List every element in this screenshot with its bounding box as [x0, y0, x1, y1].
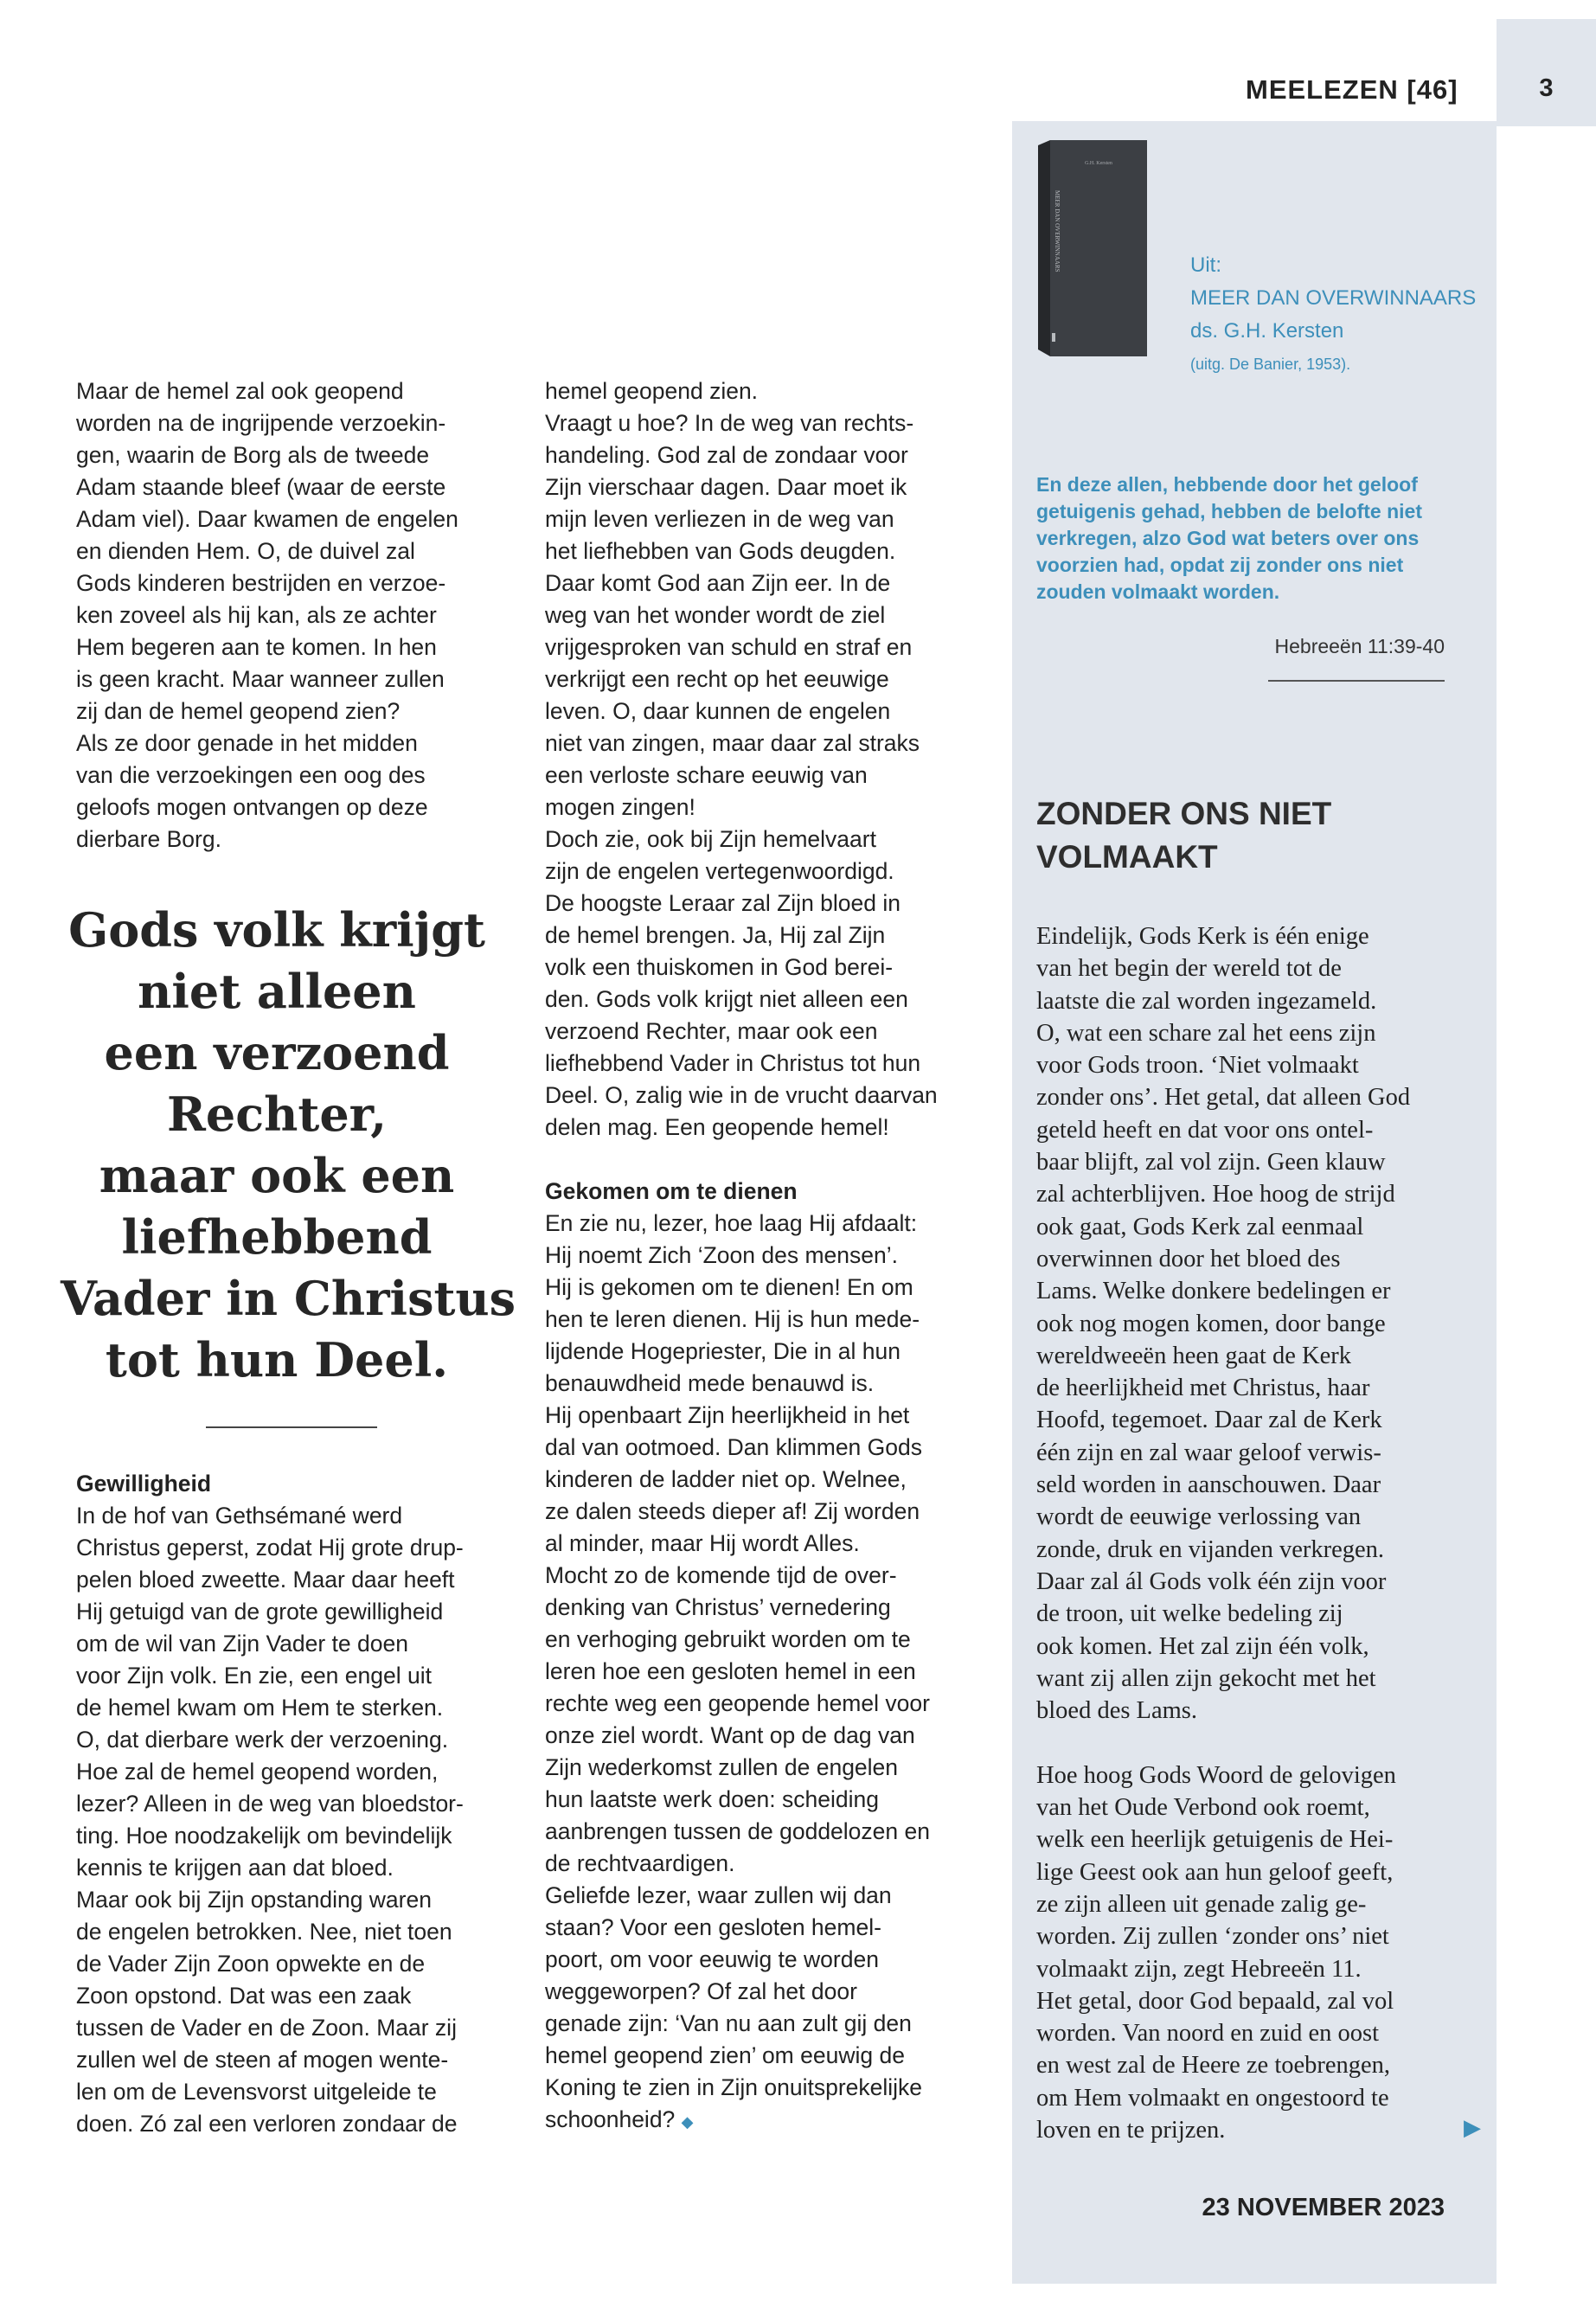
text-line: Hij is gekomen om te dienen! En om: [545, 1274, 913, 1300]
text-line: van het begin der wereld tot de: [1036, 955, 1342, 983]
source-block: [1190, 249, 1484, 379]
text-line: Daar komt God aan Zijn eer. In de: [545, 570, 891, 596]
text-line: voor Zijn volk. En zie, een engel uit: [76, 1663, 432, 1689]
column1-text-bottom: [76, 1468, 509, 2140]
text-line: leren hoe een gesloten hemel in een: [545, 1658, 916, 1684]
text-line: worden na de ingrijpende verzoekin-: [76, 410, 446, 436]
text-line: Koning te zien in Zijn onuitsprekelijke: [545, 2074, 923, 2100]
text-line: de rechtvaardigen.: [545, 1850, 735, 1876]
text-line: benauwdheid mede benauwd is.: [545, 1370, 875, 1396]
column2-last-line: [545, 2104, 986, 2138]
source-publisher: (uitg. De Banier, 1953).: [1190, 356, 1351, 373]
text-line: Eindelijk, Gods Kerk is één enige: [1036, 923, 1369, 950]
text-line: leven. O, daar kunnen de engelen: [545, 698, 891, 724]
text-line: van die verzoekingen een oog des: [76, 762, 426, 788]
sidebar-body: [1036, 920, 1469, 2146]
text-line: de troon, uit welke bedeling zij: [1036, 1600, 1343, 1628]
source-label: Uit:: [1190, 253, 1221, 277]
text-line: Christus geperst, zodat Hij grote drup-: [76, 1535, 464, 1561]
text-line: het liefhebben van Gods deugden.: [545, 538, 896, 564]
page-number-tab: [1497, 19, 1596, 126]
text-line: geloofs mogen ontvangen op deze: [76, 794, 428, 820]
text-line: doen. Zó zal een verloren zondaar de: [76, 2111, 458, 2137]
text-line: O, dat dierbare werk der verzoening.: [76, 1727, 449, 1753]
text-line: een verloste schare eeuwig van: [545, 762, 868, 788]
pull-quote-line: tot hun Deel.: [105, 1332, 449, 1388]
book-author-label: G.H. Kersten: [1085, 161, 1112, 166]
text-line: niet van zingen, maar daar zal straks: [545, 730, 920, 756]
text-line: delen mag. Een geopende hemel!: [545, 1114, 889, 1140]
text-line: hun laatste werk doen: scheiding: [545, 1786, 879, 1812]
text-line: Adam viel). Daar kwamen de engelen: [76, 506, 458, 532]
quote-line: voorzien had, opdat zij zonder ons niet: [1036, 554, 1404, 576]
continue-arrow-icon: ▶: [1464, 2114, 1481, 2140]
text-line: Hoe zal de hemel geopend worden,: [76, 1759, 439, 1785]
text-line: zonde, druk en vijanden verkregen.: [1036, 1535, 1385, 1563]
pull-quote-line: Rechter,: [167, 1086, 387, 1142]
text-line: liefhebbend Vader in Christus tot hun: [545, 1050, 921, 1076]
last-line-text: schoonheid?: [545, 2106, 676, 2132]
text-line: Hij openbaart Zijn heerlijkheid in het: [545, 1402, 910, 1428]
text-line: Hoe hoog Gods Woord de gelovigen: [1036, 1761, 1396, 1789]
text-line: hemel geopend zien.: [545, 378, 759, 404]
quote-line: verkregen, alzo God wat beters over ons: [1036, 527, 1420, 549]
quote-divider: [1268, 680, 1445, 682]
text-line: kinderen de ladder niet op. Welnee,: [545, 1466, 907, 1492]
pull-quote-line: maar ook een: [99, 1148, 455, 1203]
text-line: al minder, maar Hij wordt Alles.: [545, 1530, 860, 1556]
text-line: Maar ook bij Zijn opstanding waren: [76, 1887, 432, 1913]
text-line: Adam staande bleef (waar de eerste: [76, 474, 446, 500]
text-line: gen, waarin de Borg als de tweede: [76, 442, 430, 468]
text-line: laatste die zal worden ingezameld.: [1036, 987, 1377, 1015]
subheading-gewilligheid: Gewilligheid: [76, 1471, 212, 1497]
text-line: Gods kinderen bestrijden en verzoe-: [76, 570, 446, 596]
text-line: de hemel kwam om Hem te sterken.: [76, 1695, 444, 1721]
text-line: ze dalen steeds dieper af! Zij worden: [545, 1498, 920, 1524]
text-line: Zijn vierschaar dagen. Daar moet ik: [545, 474, 907, 500]
text-line: verzoend Rechter, maar ook een: [545, 1018, 878, 1044]
column1-text-top: [76, 375, 500, 856]
quote-line: getuigenis gehad, hebben de belofte niet: [1036, 500, 1422, 522]
text-line: Zoon opstond. Dat was een zaak: [76, 1983, 412, 2009]
text-line: lige Geest ook aan hun geloof geeft,: [1036, 1858, 1394, 1886]
text-line: ting. Hoe noodzakelijk om bevindelijk: [76, 1823, 452, 1849]
text-line: voor Gods troon. ‘Niet volmaakt: [1036, 1052, 1359, 1080]
text-line: Deel. O, zalig wie in de vrucht daarvan: [545, 1082, 938, 1108]
text-line: om de wil van Zijn Vader te doen: [76, 1631, 408, 1657]
text-line: loven en te prijzen.: [1036, 2116, 1226, 2144]
column2-lines-a: [545, 375, 986, 1144]
column2-text: [545, 375, 986, 2138]
text-line: zij dan de hemel geopend zien?: [76, 698, 401, 724]
quote-line: zouden volmaakt worden.: [1036, 580, 1280, 603]
text-line: dierbare Borg.: [76, 826, 221, 852]
text-line: geteld heeft en dat voor ons ontel-: [1036, 1116, 1374, 1144]
source-author: ds. G.H. Kersten: [1190, 319, 1344, 343]
text-line: O, wat een schare zal het eens zijn: [1036, 1019, 1376, 1047]
text-line: Doch zie, ook bij Zijn hemelvaart: [545, 826, 876, 852]
quote-line: En deze allen, hebbende door het geloof: [1036, 473, 1418, 496]
book-cover-image: [1038, 138, 1149, 356]
book-title-text: MEER DAN OVERWINNAARS: [1054, 190, 1061, 272]
text-line: En zie nu, lezer, hoe laag Hij afdaalt:: [545, 1210, 918, 1236]
text-line: overwinnen door het bloed des: [1036, 1245, 1341, 1272]
text-line: pelen bloed zweette. Maar daar heeft: [76, 1567, 455, 1593]
pull-quote-line: Gods volk krijgt: [68, 902, 485, 958]
text-line: mogen zingen!: [545, 794, 695, 820]
end-mark-icon: ◆: [681, 2113, 694, 2131]
text-line: en dienden Hem. O, de duivel zal: [76, 538, 415, 564]
text-line: ze zijn alleen uit genade zalig ge-: [1036, 1890, 1367, 1918]
text-line: In de hof van Gethsémané werd: [76, 1503, 403, 1529]
text-line: seld worden in aanschouwen. Daar: [1036, 1471, 1381, 1499]
text-line: dal van ootmoed. Dan klimmen Gods: [545, 1434, 922, 1460]
text-line: Vraagt u hoe? In de weg van rechts-: [545, 410, 914, 436]
text-line: en west zal de Heere ze toebrengen,: [1036, 2052, 1391, 2080]
text-line: worden. Van noord en zuid en oost: [1036, 2020, 1380, 2048]
text-line: lijdende Hogepriester, Die in al hun: [545, 1338, 901, 1364]
text-line: Het getal, door God bepaald, zal vol: [1036, 1987, 1394, 2015]
column1-bottom-lines: [76, 1500, 509, 2140]
pull-quote-divider: [206, 1426, 377, 1428]
text-line: handeling. God zal de zondaar voor: [545, 442, 908, 468]
text-line: hemel geopend zien’ om eeuwig de: [545, 2042, 905, 2068]
text-line: wordt de eeuwige verlossing van: [1036, 1503, 1362, 1531]
page-number: 3: [1539, 74, 1554, 102]
text-line: weg van het wonder wordt de ziel: [545, 602, 886, 628]
text-line: bloed des Lams.: [1036, 1697, 1198, 1725]
text-line: zullen wel de steen af mogen wente-: [76, 2047, 449, 2073]
source-title: MEER DAN OVERWINNAARS: [1190, 286, 1477, 310]
text-line: worden. Zij zullen ‘zonder ons’ niet: [1036, 1923, 1389, 1951]
pull-quote: [61, 900, 516, 1391]
heading-line: VOLMAAKT: [1036, 839, 1218, 875]
text-line: ook komen. Het zal zijn één volk,: [1036, 1632, 1369, 1660]
text-line: en verhoging gebruikt worden om te: [545, 1626, 911, 1652]
text-line: Lams. Welke donkere bedelingen er: [1036, 1278, 1391, 1305]
text-line: Hem begeren aan te komen. In hen: [76, 634, 437, 660]
text-line: volk een thuiskomen in God berei-: [545, 954, 894, 980]
text-line: poort, om voor eeuwig te worden: [545, 1946, 879, 1972]
text-line: de Vader Zijn Zoon opwekte en de: [76, 1951, 426, 1977]
text-line: Hoofd, tegemoet. Daar zal de Kerk: [1036, 1407, 1382, 1434]
text-line: tussen de Vader en de Zoon. Maar zij: [76, 2015, 457, 2041]
heading-line: ZONDER ONS NIET: [1036, 796, 1332, 831]
text-line: baar blijft, zal vol zijn. Geen klauw: [1036, 1149, 1386, 1176]
text-line: de hemel brengen. Ja, Hij zal Zijn: [545, 922, 886, 948]
text-line: aanbrengen tussen de goddelozen en: [545, 1818, 930, 1844]
book-cover: [1050, 140, 1147, 356]
text-line: zonder ons’. Het getal, dat alleen God: [1036, 1084, 1411, 1112]
paragraph-gap: [1036, 1727, 1469, 1759]
text-line: om Hem volmaakt en ongestoord te: [1036, 2084, 1389, 2112]
text-line: kennis te krijgen aan dat bloed.: [76, 1855, 394, 1881]
text-line: één zijn en zal waar geloof verwis-: [1036, 1439, 1381, 1466]
text-line: ken zoveel als hij kan, als ze achter: [76, 602, 437, 628]
text-line: welk een heerlijk getuigenis de Hei-: [1036, 1826, 1394, 1854]
scripture-quote: [1036, 471, 1469, 606]
text-line: ook nog mogen komen, door bange: [1036, 1310, 1386, 1337]
text-line: want zij allen zijn gekocht met het: [1036, 1664, 1376, 1692]
text-line: zal achterblijven. Hoe hoog de strijd: [1036, 1181, 1395, 1208]
text-line: ook gaat, Gods Kerk zal eenmaal: [1036, 1213, 1364, 1240]
text-line: vrijgesproken van schuld en straf en: [545, 634, 913, 660]
text-line: denking van Christus’ vernedering: [545, 1594, 891, 1620]
text-line: weggeworpen? Of zal het door: [545, 1978, 857, 2004]
text-line: staan? Voor een gesloten hemel-: [545, 1914, 881, 1940]
text-line: lezer? Alleen in de weg van bloedstor-: [76, 1791, 464, 1817]
text-line: hen te leren dienen. Hij is hun mede-: [545, 1306, 920, 1332]
text-line: Zijn wederkomst zullen de engelen: [545, 1754, 899, 1780]
pull-quote-line: Vader in Christus: [61, 1271, 516, 1326]
text-line: den. Gods volk krijgt niet alleen een: [545, 986, 908, 1012]
text-line: volmaakt zijn, zegt Hebreeën 11.: [1036, 1955, 1362, 1983]
text-line: Mocht zo de komende tijd de over-: [545, 1562, 897, 1588]
text-line: van het Oude Verbond ook roemt,: [1036, 1794, 1370, 1822]
section-header: MEELEZEN [46]: [1246, 74, 1458, 105]
text-line: Hij noemt Zich ‘Zoon des mensen’.: [545, 1242, 898, 1268]
text-line: wereldweeën heen gaat de Kerk: [1036, 1342, 1351, 1369]
text-line: De hoogste Leraar zal Zijn bloed in: [545, 890, 901, 916]
text-line: mijn leven verliezen in de weg van: [545, 506, 894, 532]
text-line: Maar de hemel zal ook geopend: [76, 378, 404, 404]
scripture-reference: Hebreeën 11:39-40: [1274, 635, 1445, 657]
text-line: len om de Levensvorst uitgeleide te: [76, 2079, 437, 2105]
issue-date: 23 NOVEMBER 2023: [1202, 2194, 1445, 2221]
text-line: Als ze door genade in het midden: [76, 730, 418, 756]
text-line: de heerlijkheid met Christus, haar: [1036, 1375, 1370, 1402]
book-spine: [1038, 140, 1050, 356]
sidebar-heading: [1036, 792, 1452, 879]
pull-quote-line: een verzoend: [104, 1025, 450, 1080]
text-line: rechte weg een geopende hemel voor: [545, 1690, 930, 1716]
paragraph-gap: [545, 1144, 986, 1176]
text-line: verkrijgt een recht op het eeuwige: [545, 666, 889, 692]
text-line: genade zijn: ‘Van nu aan zult gij den: [545, 2010, 912, 2036]
text-line: de engelen betrokken. Nee, niet toen: [76, 1919, 452, 1945]
subheading-gekomen: Gekomen om te dienen: [545, 1178, 798, 1204]
pull-quote-line: liefhebbend: [121, 1209, 433, 1265]
text-line: Daar zal ál Gods volk één zijn voor: [1036, 1567, 1387, 1595]
text-line: onze ziel wordt. Want op de dag van: [545, 1722, 915, 1748]
column2-lines-b: [545, 1208, 986, 2104]
text-line: Geliefde lezer, waar zullen wij dan: [545, 1882, 892, 1908]
text-line: Hij getuigd van de grote gewilligheid: [76, 1599, 444, 1625]
pull-quote-line: niet alleen: [138, 964, 416, 1019]
text-line: zijn de engelen vertegenwoordigd.: [545, 858, 894, 884]
text-line: is geen kracht. Maar wanneer zullen: [76, 666, 445, 692]
